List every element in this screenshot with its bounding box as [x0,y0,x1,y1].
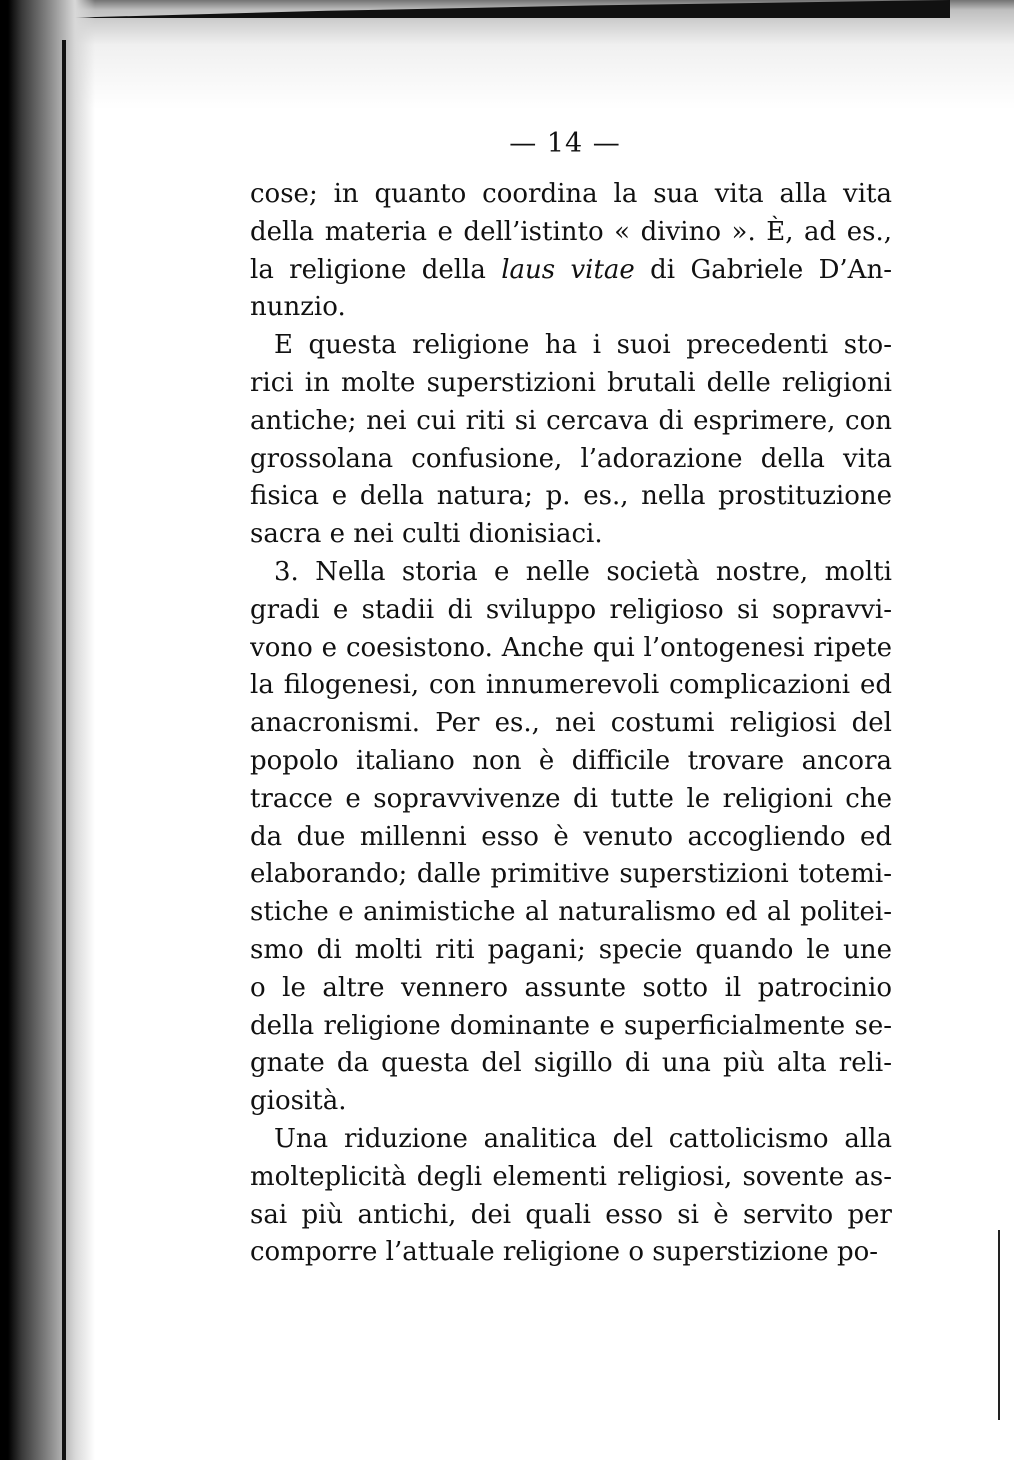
text-line: cose; in quanto coordina la sua vita alla vita [250,179,892,209]
text-run: di Gabriele D’An- [634,254,892,285]
text-line: sai più antichi, dei quali esso si è servito per [250,1199,892,1230]
scan-edge-right [998,1230,1000,1420]
text-line: fisica e della natura; p. es., nella prostituzione [250,481,892,512]
text-line: da due millenni esso è venuto accogliendo ed [250,821,892,852]
scan-shadow-top [0,0,1014,120]
text-line: della religione dominante e superficialmente se- [250,1010,892,1041]
text-run: la religione della [250,254,502,285]
text-line: 3. Nella storia e nelle società nostre, molti [274,556,892,587]
text-line: o le altre vennero assunte sotto il patrocinio [250,972,892,1003]
text-line: nunzio. [250,292,346,323]
body-text [250,176,892,1272]
text-line: anacronismi. Per es., nei costumi religiosi del [250,708,892,739]
text-line: della materia e dell’istinto « divino ». È, ad es., [250,216,892,247]
text-line [250,252,892,290]
text-line: elaborando; dalle primitive superstizioni totemi- [250,859,892,890]
text-line: Una riduzione analitica del cattolicismo alla [274,1123,892,1154]
text-line: grossolana confusione, l’adorazione della vita [250,443,892,474]
text-line: giosità. [250,1086,347,1117]
text-line: molteplicità degli elementi religiosi, sovente as- [250,1161,892,1192]
text-line: sacra e nei culti dionisiaci. [250,519,603,550]
text-line: stiche e animistiche al naturalismo ed al politei- [250,897,892,928]
text-line: gradi e stadii di sviluppo religioso si sopravvi- [250,594,892,625]
page-number: — 14 — [509,128,621,159]
text-line: gnate da questa del sigillo di una più alta reli- [250,1048,892,1079]
scan-shadow-left [0,0,95,1460]
text-line: vono e coesistono. Anche qui l’ontogenesi ripete [250,632,892,663]
text-line: antiche; nei cui riti si cercava di esprimere, con [250,405,892,436]
text-line: E questa religione ha i suoi precedenti sto- [274,330,892,361]
italic-title: laus vitae [501,254,635,285]
text-line: smo di molti riti pagani; specie quando le une [250,934,892,965]
text-line: la filogenesi, con innumerevoli complicazioni ed [250,670,892,701]
text-line: rici in molte superstizioni brutali delle religioni [250,367,892,398]
text-line: comporre l’attuale religione o superstizione po- [250,1237,879,1268]
scan-gutter-line [62,40,66,1460]
text-line: popolo italiano non è difficile trovare ancora [250,745,892,776]
text-line: tracce e sopravvivenze di tutte le religioni che [250,783,892,814]
